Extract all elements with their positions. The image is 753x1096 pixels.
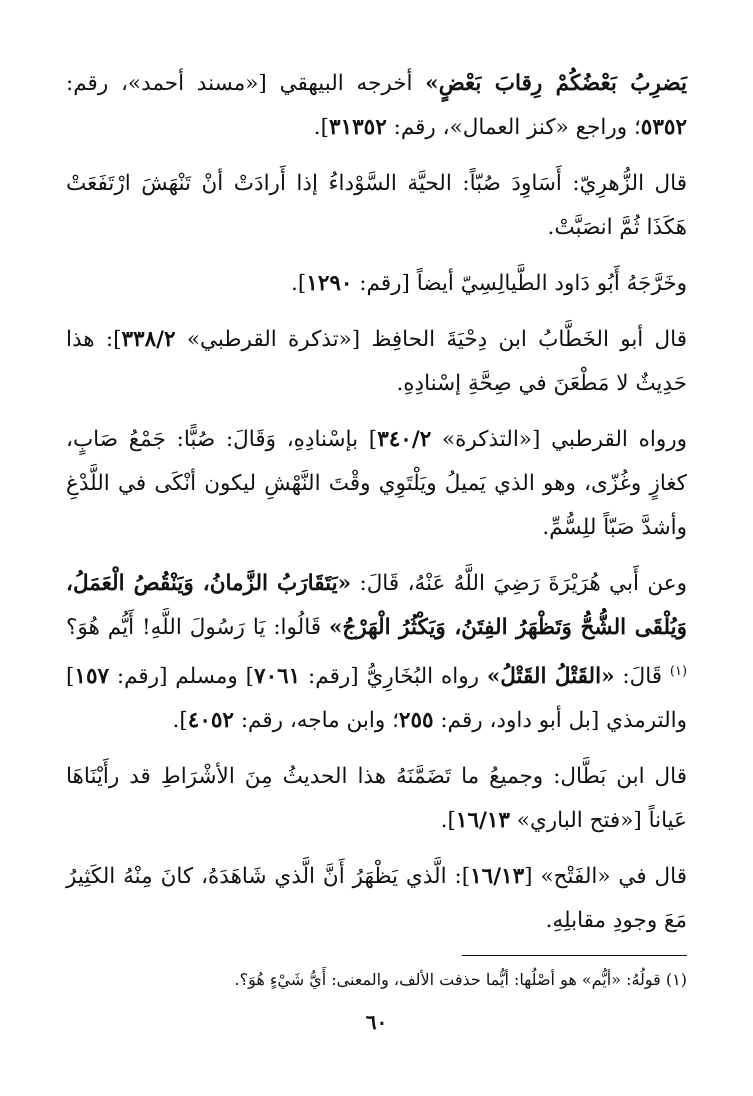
text-segment: أخرجه البيهقي [«مسند أحمد»، رقم: [66, 71, 426, 96]
text-segment: ؛ وابن ماجه، رقم: [233, 708, 399, 734]
bold-segment: يَضرِبُ بَعْضُكُمْ رِقابَ بَعْضٍ» [425, 71, 687, 96]
text-segment: قال ابن بَطَّال: وجميعُ ما تَضَمَّنَهُ هذا الحديثُ مِنَ الأشْرَاطِ قد رأَيْنَاهَا عَياناً [«فتح الباري» [66, 764, 687, 834]
bold-segment: ٣٤٠/٢ [377, 427, 432, 452]
paragraph-6 [66, 562, 687, 743]
paragraph-7 [66, 755, 687, 843]
page-number: ٦٠ [365, 1010, 388, 1034]
text-segment: ]. [291, 271, 307, 296]
footnote-marker[interactable]: (١) [669, 664, 688, 679]
paragraph-gap [66, 150, 687, 162]
text-segment: وعن أَبي هُرَيْرَةَ رَضِيَ اللَّهُ عَنْهُ، قَالَ: [351, 571, 688, 596]
bold-segment: ٥٣٥٢ [640, 115, 687, 140]
paragraph-8 [66, 855, 687, 943]
paragraph-1 [66, 62, 687, 150]
bold-segment: ٣٣٨/٢ [121, 327, 176, 352]
text-segment: ؛ وراجع «كنز العمال»، رقم: [386, 115, 641, 140]
footnote-divider [462, 955, 687, 956]
bold-segment: ١٢٩٠ [306, 271, 353, 296]
paragraph-gap [66, 406, 687, 418]
text-segment: ]. [440, 808, 456, 834]
footnote: (١) قولُهُ: «أيُّم» هو أصْلُها: أيُّما حذفت الألف، والمعنى: أَيُّ شَيْءٍ هُوَ؟. [234, 970, 687, 989]
text-segment: قَالَ: [614, 664, 670, 690]
text-segment: ]: الَّذي يَظْهَرُ أَنَّ الَّذي شَاهَدَهُ، كانَ مِنْهُ الكَثِيرُ مَعَ وجودِ مقابلِهِ. [66, 864, 687, 934]
paragraph-gap [66, 306, 687, 318]
bold-segment: ٤٠٥٢ [187, 708, 234, 734]
text-segment: ]. [313, 115, 330, 140]
text-segment: قال الزُّهرِيّ: أَسَاوِدَ صُبّاً: الحيَّة السَّوْداءُ إذا أَرادَتْ أنْ تَنْهَشَ ارْتَفَعَتْ هَكَذَا ثُمَّ انصَبَّتْ. [66, 171, 687, 240]
text-segment: رواه البُخَارِيُّ [رقم: [300, 664, 487, 690]
bold-segment: ١٥٧ [74, 664, 110, 690]
paragraph-gap [66, 250, 687, 262]
bold-segment: «القَتْلُ القَتْلُ» [486, 664, 615, 690]
paragraph-gap [66, 743, 687, 755]
text-segment: ورواه القرطبي [«التذكرة» [431, 427, 687, 452]
text-segment: قَالُوا: يَا رَسُولَ اللَّهِ! أَيُّم هُوَ؟ [66, 615, 329, 640]
text-segment: ] بإسْنادِهِ، وَقَالَ: صُبًّا: جَمْعُ صَابٍ، كغازٍ وغُزّى، وهو الذي يَميلُ ويَلْتَوِي وقْتَ النَّهْشِ ليكون أنْكَى في اللَّدْغِ وأشدَّ صَبّاً للِسُّمِّ. [66, 427, 687, 540]
text-segment: ] والترمذي [بل أبو داود، رقم: [66, 664, 687, 734]
paragraph-3 [66, 262, 687, 306]
paragraph-gap [66, 550, 687, 562]
paragraph-5 [66, 418, 687, 550]
paragraph-2 [66, 162, 687, 250]
text-segment: قال في «الفَتْح» [ [524, 864, 687, 890]
bold-segment: ٧٠٦١ [254, 664, 301, 690]
bold-segment: ١٦/١٣ [470, 864, 525, 890]
bold-segment: ١٦/١٣ [455, 808, 510, 834]
bold-segment: ٢٥٥ [398, 708, 434, 734]
body-text [66, 62, 687, 943]
bold-segment: «يَتَقَارَبُ الزَّمانُ، وَيَنْقُصُ الْعَمَلُ، وَيُلْقَى الشُّحُّ وَتَظْهَرُ الفِتَنُ، وَيَكْثُرُ الْهَرْجُ» [66, 571, 687, 640]
paragraph-4 [66, 318, 687, 406]
paragraph-gap [66, 843, 687, 855]
text-segment: ]. [172, 708, 188, 734]
text-segment: ] ومسلم [رقم: [109, 664, 255, 690]
bold-segment: ٣١٣٥٢ [329, 115, 387, 140]
text-segment: قال أبو الخَطَّابُ ابن دِحْيَةَ الحافِظ [«تذكرة القرطبي» [175, 327, 687, 352]
text-segment: ]: هذا حَدِيثٌ لا مَطْعَنَ في صِحَّةِ إسْنادِهِ. [66, 327, 687, 396]
text-segment: وخَرَّجَهُ أَبُو دَاود الطَّيالِسِيّ أيضاً [رقم: [352, 271, 687, 296]
